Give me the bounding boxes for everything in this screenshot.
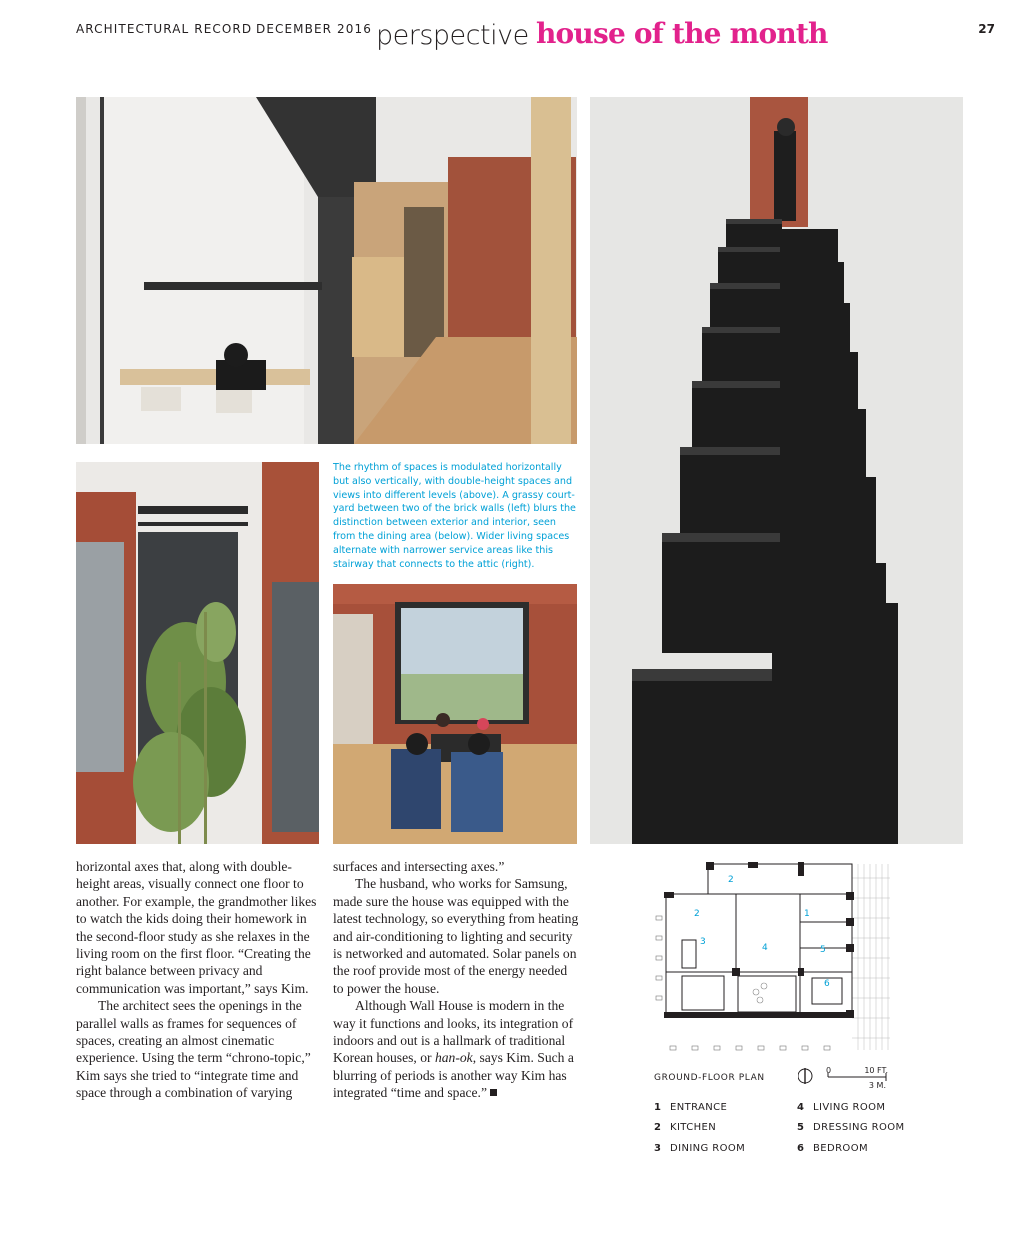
legend-item: 5 DRESSING ROOM xyxy=(797,1122,905,1133)
ground-floor-plan-drawing xyxy=(652,858,892,1056)
photo-grassy-courtyard xyxy=(76,462,319,844)
end-mark-icon xyxy=(490,1089,497,1096)
plan-label-dressing: 5 xyxy=(820,945,826,955)
plan-label-dining: 3 xyxy=(700,937,706,947)
plan-label-kitchen: 2 xyxy=(694,909,700,919)
body-text-italic: han-ok xyxy=(434,1050,473,1066)
section-title: perspective xyxy=(376,20,529,51)
body-paragraph: surfaces and intersecting axes.” xyxy=(333,859,505,874)
body-paragraph: The architect sees the openings in the parallel walls as frames for sequences of spaces, creating an almost cinematic experience. Using the term “chrono-topic,” Kim says she tried to “integrate time and space through a combination of varying xyxy=(76,998,311,1101)
floor-plan-title: GROUND-FLOOR PLAN xyxy=(654,1073,765,1083)
scale-zero: 0 xyxy=(826,1066,832,1075)
body-paragraph-final xyxy=(333,997,579,1101)
page-number: 27 xyxy=(978,22,995,36)
scale-bar xyxy=(798,1064,890,1092)
body-text: , says Kim. Such a blurring of periods is another way Kim has integrated “time and space.” xyxy=(333,1050,574,1101)
plan-label-entrance: 1 xyxy=(804,909,810,919)
legend-item: 2 KITCHEN xyxy=(654,1122,717,1133)
legend-item: 1 ENTRANCE xyxy=(654,1102,728,1113)
scale-feet: 10 FT. xyxy=(864,1066,888,1075)
body-column-a xyxy=(76,858,322,1102)
feature-title: house of the month xyxy=(536,17,828,50)
scale-meters: 3 M. xyxy=(868,1081,886,1090)
body-text: Although Wall House is modern in the way it functions and looks, its integration of indoors and out is a hallmark of traditional Korean houses, or xyxy=(333,998,574,1066)
photo-caption: The rhythm of spaces is modulated horizontally but also vertically, with double-height spaces and views into different levels (above). A grassy court-yard between two of the brick walls (left) blurs the distinction between exterior and interior, seen from the dining area (below). Wider living spaces alternate with narrower service areas like this stairway that connects to the attic (right). xyxy=(333,462,576,570)
legend-item: 3 DINING ROOM xyxy=(654,1143,746,1154)
photo-dining-area xyxy=(333,584,577,844)
plan-label-kitchen: 2 xyxy=(728,875,734,885)
legend-item: 4 LIVING ROOM xyxy=(797,1102,886,1113)
body-column-b xyxy=(333,858,579,1102)
photo-study-interior xyxy=(76,97,577,444)
publication-name: ARCHITECTURAL RECORD xyxy=(76,22,253,36)
plan-label-bedroom: 6 xyxy=(824,979,830,989)
issue-date: DECEMBER 2016 xyxy=(256,22,372,36)
legend-item: 6 BEDROOM xyxy=(797,1143,868,1154)
photo-attic-stairway xyxy=(590,97,963,844)
body-paragraph: The husband, who works for Samsung, made sure the house was equipped with the latest technology, so everything from heating and air-conditioning to lighting and security is networked and automated. Solar panels on the roof provide most of the energy needed to power the house. xyxy=(333,876,579,996)
body-paragraph: horizontal axes that, along with double-height areas, visually connect one floor to another. For example, the grandmother likes to watch the kids doing their homework in the second-floor study as she relaxes in the living room on the first floor. “Creating the right balance between privacy and communication was important,” says Kim. xyxy=(76,859,317,996)
plan-label-living: 4 xyxy=(762,943,768,953)
